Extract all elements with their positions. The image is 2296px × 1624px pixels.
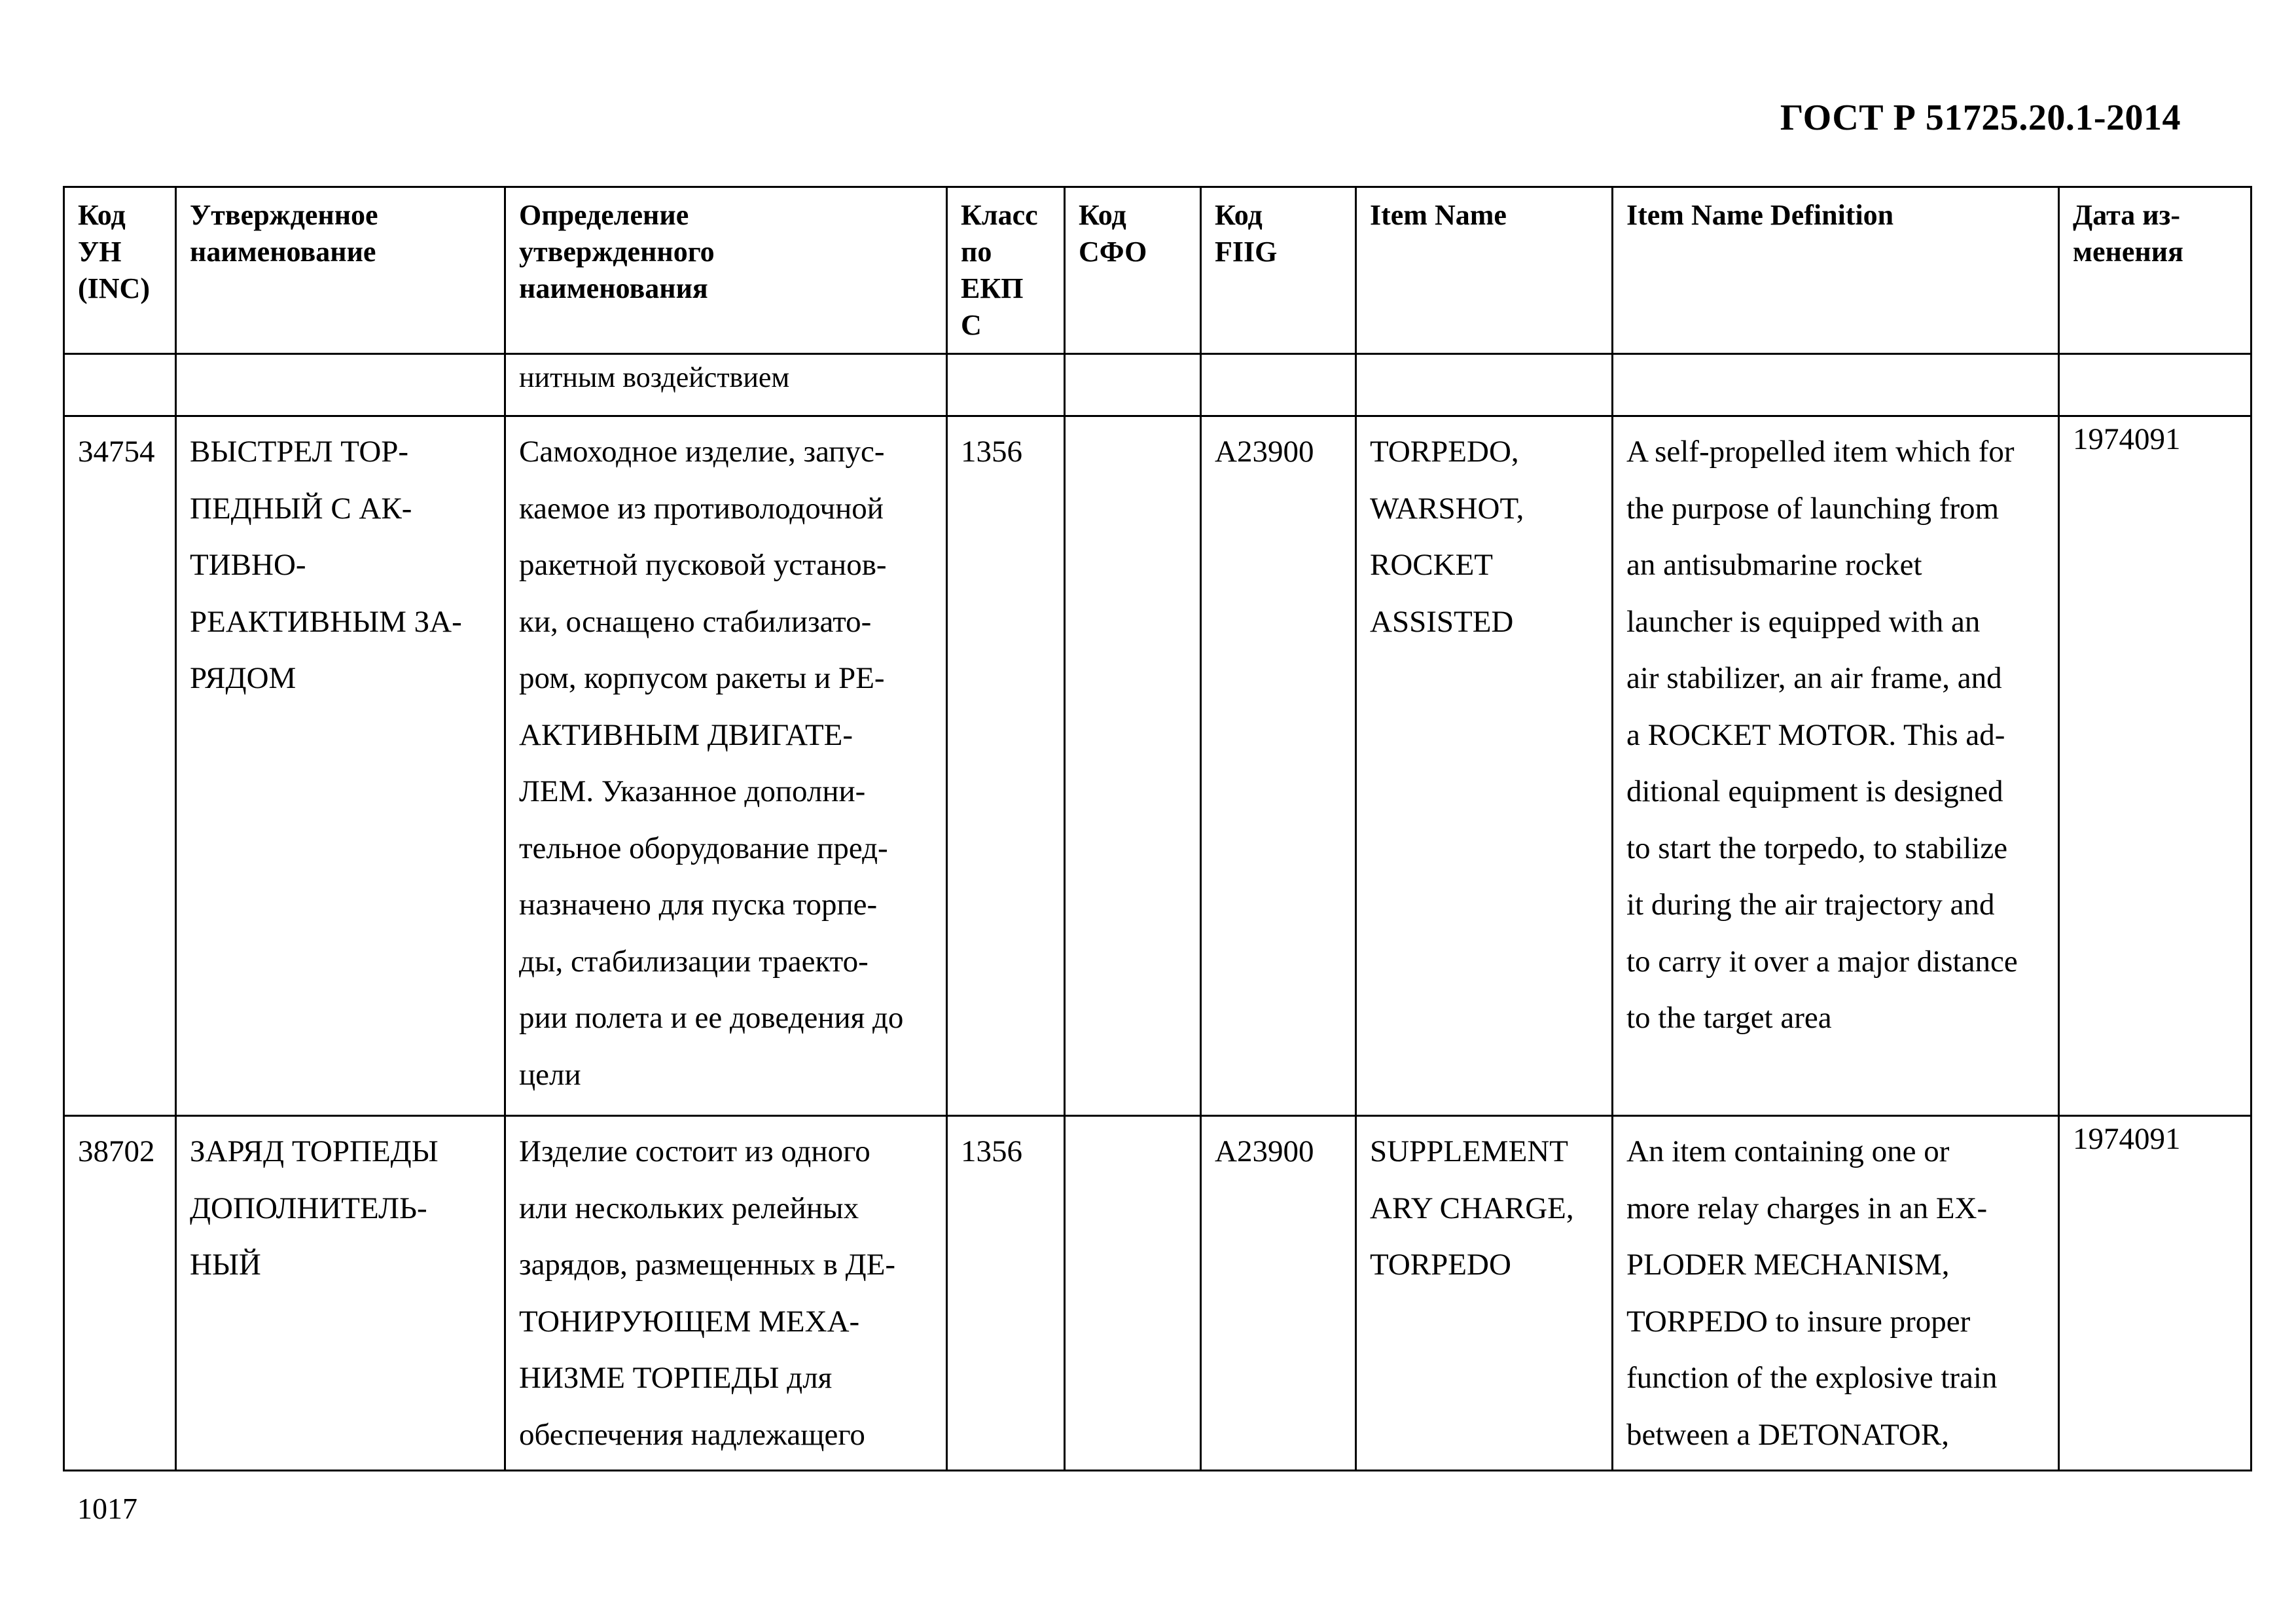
table-cell — [1065, 354, 1201, 416]
table-cell — [1201, 354, 1356, 416]
col-header-item-name: Item Name — [1356, 187, 1613, 354]
table-cell — [1613, 354, 2059, 416]
document-code: ГОСТ Р 51725.20.1-2014 — [1780, 98, 2181, 138]
table-cell-definition: Самоходное изделие, запус- каемое из противолодочной ракетной пусковой установ- ки, оснащено стабилизато- ром, корпусом ракеты и РЕ- АКТИВНЫМ ДВИГАТЕ- ЛЕМ. Указанное дополни- тельное оборудование пред- назначено для пуска торпе- ды, стабилизации траекто- рии полета и ее доведения до цели — [505, 416, 947, 1116]
col-header-inc: Код УН (INC) — [64, 187, 176, 354]
table-cell-inc: 34754 — [64, 416, 176, 1116]
col-header-sfo: Код СФО — [1065, 187, 1201, 354]
col-header-fiig: Код FIIG — [1201, 187, 1356, 354]
table-cell-item-name-definition: An item containing one or more relay charges in an EX- PLODER MECHANISM, TORPEDO to insure proper function of the explosive train between a DETONATOR, — [1613, 1116, 2059, 1471]
table-row — [64, 416, 2251, 1116]
table-cell-approved-name: ЗАРЯД ТОРПЕДЫ ДОПОЛНИТЕЛЬ- НЫЙ — [176, 1116, 505, 1471]
table-cell-class: 1356 — [947, 416, 1065, 1116]
table-cell — [176, 354, 505, 416]
col-header-item-name-definition: Item Name Definition — [1613, 187, 2059, 354]
col-header-change-date: Дата из- менения — [2059, 187, 2251, 354]
table-cell-class: 1356 — [947, 1116, 1065, 1471]
table-cell-definition: Изделие состоит из одного или нескольких релейных зарядов, размещенных в ДЕ- ТОНИРУЮЩЕМ МЕХА- НИЗМЕ ТОРПЕДЫ для обеспечения надлежащего — [505, 1116, 947, 1471]
table-cell — [1356, 354, 1613, 416]
table-cell-approved-name: ВЫСТРЕЛ ТОР- ПЕДНЫЙ С АК- ТИВНО- РЕАКТИВНЫМ ЗА- РЯДОМ — [176, 416, 505, 1116]
table-cell — [64, 354, 176, 416]
table-cell-fiig: A23900 — [1201, 1116, 1356, 1471]
table-cell-item-name: SUPPLEMENT ARY CHARGE, TORPEDO — [1356, 1116, 1613, 1471]
col-header-definition: Определение утвержденного наименования — [505, 187, 947, 354]
table-cell — [947, 354, 1065, 416]
table-cell-item-name-definition: A self-propelled item which for the purpose of launching from an antisubmarine rocket launcher is equipped with an air stabilizer, an air frame, and a ROCKET MOTOR. This ad- ditional equipment is designed to start the torpedo, to stabilize it during the air trajectory and to carry it over a major distance to the target area — [1613, 416, 2059, 1116]
page-number: 1017 — [77, 1492, 137, 1525]
table-row-continuation — [64, 354, 2251, 416]
table-cell-change-date: 1974091 — [2059, 416, 2251, 1116]
nomenclature-table — [63, 186, 2252, 1471]
col-header-approved-name: Утвержденное наименование — [176, 187, 505, 354]
col-header-class: Класс по ЕКП С — [947, 187, 1065, 354]
table-cell-sfo — [1065, 1116, 1201, 1471]
table-cell-sfo — [1065, 416, 1201, 1116]
table-cell-item-name: TORPEDO, WARSHOT, ROCKET ASSISTED — [1356, 416, 1613, 1116]
table-cell-fiig: A23900 — [1201, 416, 1356, 1116]
table-row — [64, 1116, 2251, 1471]
table-cell-change-date: 1974091 — [2059, 1116, 2251, 1471]
table-cell — [2059, 354, 2251, 416]
table-header-row — [64, 187, 2251, 354]
table-cell-definition: нитным воздействием — [505, 354, 947, 416]
table-cell-inc: 38702 — [64, 1116, 176, 1471]
